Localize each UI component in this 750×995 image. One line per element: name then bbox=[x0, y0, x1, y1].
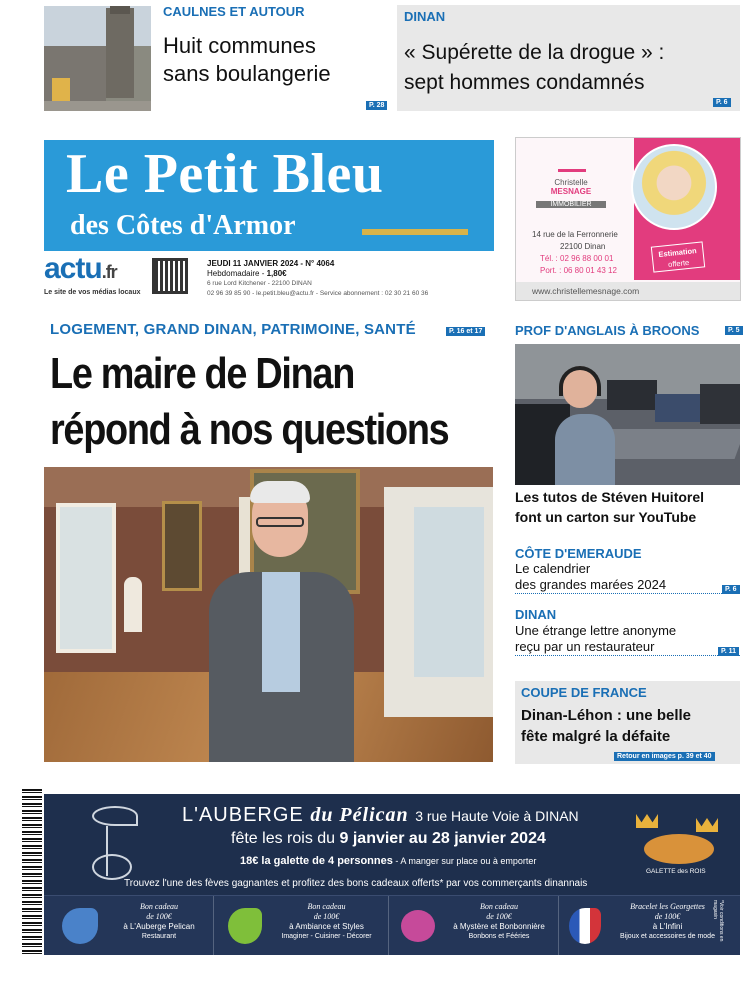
vouchers-strip bbox=[44, 895, 740, 955]
sidebar-story1-kicker: PROF D'ANGLAIS À BROONS bbox=[515, 323, 700, 338]
teaser-left-kicker: CAULNES ET AUTOUR bbox=[163, 4, 305, 19]
sidebar-story2-page: P. 6 bbox=[722, 585, 740, 594]
teaser-right-kicker: DINAN bbox=[404, 9, 446, 24]
estimation-badge[interactable]: Estimation offerte bbox=[651, 241, 705, 272]
main-page-ref: P. 16 et 17 bbox=[446, 327, 485, 336]
barcode bbox=[22, 789, 42, 955]
issue-date: JEUDI 11 JANVIER 2024 - N° 4064 bbox=[207, 259, 335, 268]
realestate-ad[interactable] bbox=[515, 137, 741, 301]
sidebar-story1-headline[interactable]: Les tutos de Stéven Huitorel font un carton sur YouTube bbox=[515, 489, 705, 525]
teaser-left-headline[interactable]: Huit communes sans boulangerie bbox=[163, 33, 331, 86]
sidebar-story3-page: P. 11 bbox=[718, 647, 739, 656]
sidebar-story3-kicker: DINAN bbox=[515, 607, 557, 622]
realestate-phones: Tél. : 02 96 88 00 01 Port. : 06 80 01 43 12 bbox=[540, 254, 617, 275]
sidebar-story2-kicker: CÔTE D'EMERAUDE bbox=[515, 546, 642, 561]
rooster-icon bbox=[228, 908, 262, 944]
agent-photo bbox=[631, 144, 717, 230]
masthead-gold-bar bbox=[362, 229, 468, 235]
realestate-sub: IMMOBILIER bbox=[536, 201, 606, 208]
sidebar-story4-footer: Retour en images p. 39 et 40 bbox=[614, 752, 715, 761]
mayor-photo[interactable] bbox=[44, 467, 493, 762]
auberge-address: 3 rue Haute Voie à DINAN bbox=[415, 808, 579, 824]
issue-price-line: Hebdomadaire - 1,80€ bbox=[207, 269, 287, 278]
auberge-title-italic: du Pélican bbox=[310, 804, 409, 826]
sidebar-story2-text[interactable]: Le calendrier des grandes marées 2024 bbox=[515, 561, 667, 592]
masthead-title: Le Petit Bleu bbox=[66, 143, 384, 205]
galette-label: GALETTE des ROIS bbox=[646, 868, 706, 875]
voucher-2[interactable]: Bon cadeau de 100€ à Ambiance et Styles Imaginer - Cuisiner - Décorer bbox=[214, 896, 389, 955]
sidebar-story1-page: P. 5 bbox=[725, 326, 743, 335]
realestate-url[interactable]: www.christellemesnage.com bbox=[516, 282, 741, 301]
teaser-right-page: P. 6 bbox=[713, 98, 731, 107]
sidebar-story2-rule bbox=[515, 593, 740, 594]
masthead-subtitle: des Côtes d'Armor bbox=[70, 210, 296, 241]
main-headline[interactable]: Le maire de Dinan répond à nos questions bbox=[50, 349, 449, 454]
auberge-promo: Trouvez l'une des fèves gagnantes et profitez des bons cadeaux offerts* par vos commerçants dinannais bbox=[124, 878, 588, 889]
actu-logo[interactable]: actu.fr bbox=[44, 252, 117, 285]
realestate-name: Christelle MESNAGE bbox=[550, 178, 592, 196]
voucher-4[interactable]: Bracelet les Georgettes de 100€ à L'Infini Bijoux et accessoires de mode bbox=[559, 896, 740, 955]
teaser-left-page: P. 28 bbox=[366, 101, 387, 110]
voucher-3[interactable]: Bon cadeau de 100€ à Mystère et Bonbonnière Bonbons et Fééries bbox=[389, 896, 559, 955]
sidebar-story4-kicker: COUPE DE FRANCE bbox=[521, 685, 647, 700]
auberge-price: 18€ la galette de 4 personnes - A manger sur place ou à emporter bbox=[240, 855, 537, 867]
studio-photo[interactable] bbox=[515, 344, 740, 485]
galette-image bbox=[634, 810, 724, 880]
auberge-title: L'AUBERGE bbox=[182, 804, 304, 826]
pelican-icon bbox=[62, 802, 157, 888]
auberge-disclaimer: *Voir conditions en magasin bbox=[712, 900, 724, 942]
main-kicker: LOGEMENT, GRAND DINAN, PATRIMOINE, SANTÉ bbox=[50, 321, 416, 338]
qr-code bbox=[152, 258, 188, 294]
rooster-icon bbox=[62, 908, 98, 944]
auberge-ad[interactable] bbox=[44, 794, 740, 955]
candy-icon bbox=[401, 910, 435, 942]
house-logo-icon bbox=[558, 152, 586, 172]
teaser-left-photo bbox=[44, 6, 151, 111]
rooster-icon bbox=[569, 908, 601, 944]
issue-address: 6 rue Lord Kitchener - 22100 DINAN bbox=[207, 280, 312, 287]
sidebar-story4-text: Dinan-Léhon : une belle fête malgré la défaite bbox=[521, 707, 692, 745]
actu-tagline: Le site de vos médias locaux bbox=[44, 289, 141, 296]
teaser-right-headline: « Supérette de la drogue » : sept hommes condamnés bbox=[404, 41, 665, 94]
realestate-address: 14 rue de la Ferronnerie 22100 Dinan bbox=[532, 230, 618, 251]
issue-contact: 02 96 39 85 90 - le.petit.bleu@actu.fr - Service abonnement : 02 30 21 60 36 bbox=[207, 290, 429, 297]
voucher-1[interactable]: Bon cadeau de 100€ à L'Auberge Pelican Restaurant bbox=[44, 896, 214, 955]
auberge-dates: fête les rois du 9 janvier au 28 janvier 2024 bbox=[231, 830, 546, 847]
sidebar-story3-rule bbox=[515, 655, 740, 656]
sidebar-story3-text[interactable]: Une étrange lettre anonyme reçu par un restaurateur bbox=[515, 623, 677, 654]
